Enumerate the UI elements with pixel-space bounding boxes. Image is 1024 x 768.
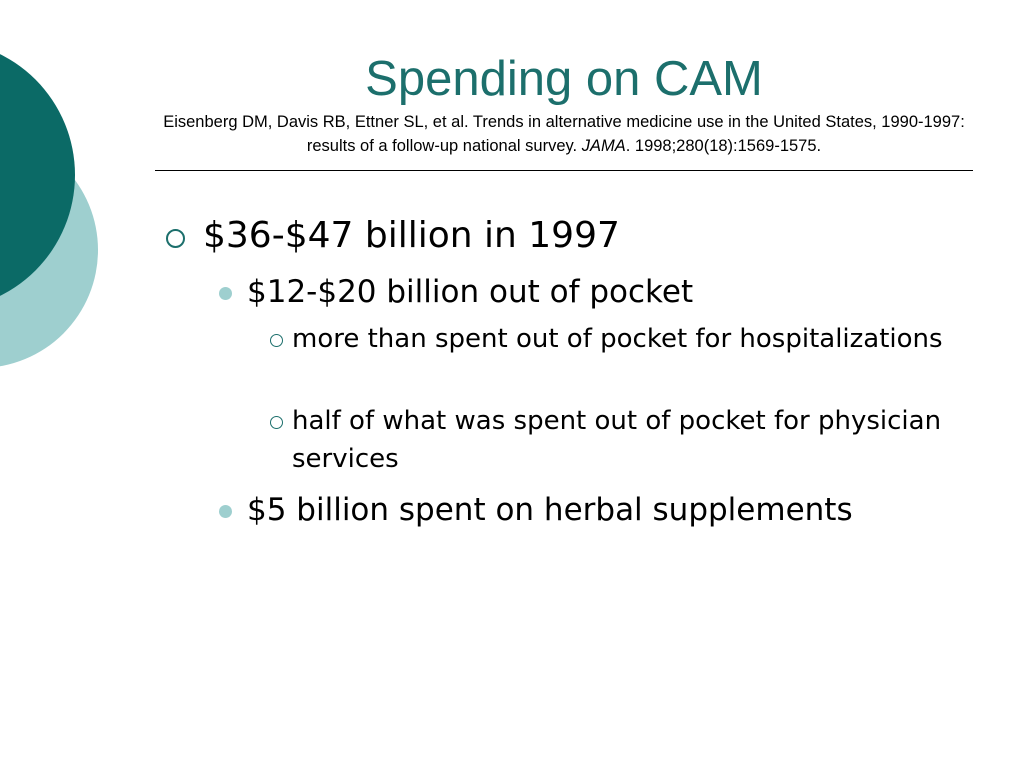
citation-journal: JAMA (581, 137, 626, 155)
citation-text: Eisenberg DM, Davis RB, Ettner SL, et al. Trends in alternative medicine use in the United States, 1990-1997: results of a follow-up national survey. (163, 113, 965, 155)
filled-circle-bullet-icon (219, 505, 232, 518)
slide-title: Spending on CAM (365, 52, 763, 106)
hollow-circle-bullet-icon (270, 334, 283, 347)
bullet-physician-services: half of what was spent out of pocket for physician services (292, 406, 942, 474)
hollow-circle-bullet-icon (166, 229, 185, 248)
citation-details: . 1998;280(18):1569-1575. (625, 137, 822, 155)
decorative-circles (0, 0, 110, 420)
bullet-spending-total: $36-$47 billion in 1997 (203, 215, 620, 256)
bullet-out-of-pocket: $12-$20 billion out of pocket (247, 274, 694, 310)
citation (155, 110, 973, 158)
bullet-herbal-supplements: $5 billion spent on herbal supplements (247, 492, 853, 528)
hollow-circle-bullet-icon (270, 416, 283, 429)
bullet-hospitalizations: more than spent out of pocket for hospitalizations (292, 324, 943, 354)
title-divider (155, 170, 973, 171)
filled-circle-bullet-icon (219, 287, 232, 300)
